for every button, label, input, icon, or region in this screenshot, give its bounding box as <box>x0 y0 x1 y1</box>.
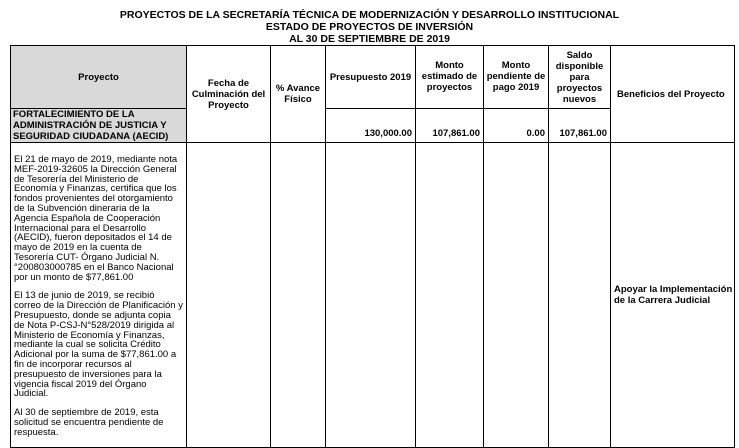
project-name: FORTALECIMIENTO DE LA ADMINISTRACIÓN DE JUSTICIA Y SEGURIDAD CIUDADANA (AECID) <box>11 109 187 143</box>
monto-estimado-cell <box>416 143 484 448</box>
description-paragraph-3: Al 30 de septiembre de 2019, esta solicitud se encuentra pendiente de respuesta. <box>14 407 164 438</box>
col-header-fecha: Fecha de Culminación del Proyecto <box>187 46 271 143</box>
col-header-presupuesto: Presupuesto 2019 <box>326 46 416 109</box>
monto-estimado-value: 107,861.00 <box>416 109 484 143</box>
monto-pendiente-cell <box>484 143 549 448</box>
project-detail-row <box>11 143 735 448</box>
project-benefits: Apoyar la Implementación de la Carrera Judicial <box>611 143 735 448</box>
project-description <box>11 143 187 448</box>
projects-table <box>10 45 735 448</box>
saldo-cell <box>549 143 611 448</box>
report-title <box>0 9 739 45</box>
monto-pendiente-value: 0.00 <box>484 109 549 143</box>
fecha-cell <box>187 143 271 448</box>
saldo-value: 107,861.00 <box>549 109 611 143</box>
col-header-monto-pendiente: Monto pendiente de pago 2019 <box>484 46 549 109</box>
presupuesto-cell <box>326 143 416 448</box>
col-header-proyecto: Proyecto <box>11 46 187 109</box>
title-line-2: ESTADO DE PROYECTOS DE INVERSIÓN <box>265 21 474 33</box>
description-paragraph-2: El 13 de junio de 2019, se recibió correo de la Dirección de Planificación y Presupuesto, donde se adjunta copia de Nota P-CSJ-N°528/2019 dirigida al Ministerio de Economía y Finanzas, mediante la cual se solicita Crédito Adicional por la suma de $77,861.00 a fin de incorporar recursos al presupuesto de inversiones para la vigencia fiscal 2019 del Órgano Judicial. <box>14 290 183 400</box>
avance-cell <box>271 143 326 448</box>
col-header-avance: % Avance Físico <box>271 46 326 143</box>
col-header-beneficios: Beneficios del Proyecto <box>611 46 735 143</box>
presupuesto-value: 130,000.00 <box>326 109 416 143</box>
header-row <box>11 46 735 109</box>
title-line-3: AL 30 DE SEPTIEMBRE DE 2019 <box>289 33 450 45</box>
col-header-saldo: Saldo disponible para proyectos nuevos <box>549 46 611 109</box>
col-header-monto-estimado: Monto estimado de proyectos <box>416 46 484 109</box>
title-line-1: PROYECTOS DE LA SECRETARÍA TÉCNICA DE MODERNIZACIÓN Y DESARROLLO INSTITUCIONAL <box>119 9 620 21</box>
description-paragraph-1: El 21 de mayo de 2019, mediante nota MEF-2019-32605 la Dirección General de Tesorería del Ministerio de Economía y Finanzas, certifica que los fondos provenientes del otorgamiento de la Subvención dineraria de la Agencia Española de Cooperación Internacional para el Desarrollo (AECID), fueron depositados el 14 de mayo de 2019 en la cuenta de Tesorería CUT- Órgano Judicial N.°200803000785 en el Banco Nacional por un monto de $77,861.00 <box>14 154 178 283</box>
